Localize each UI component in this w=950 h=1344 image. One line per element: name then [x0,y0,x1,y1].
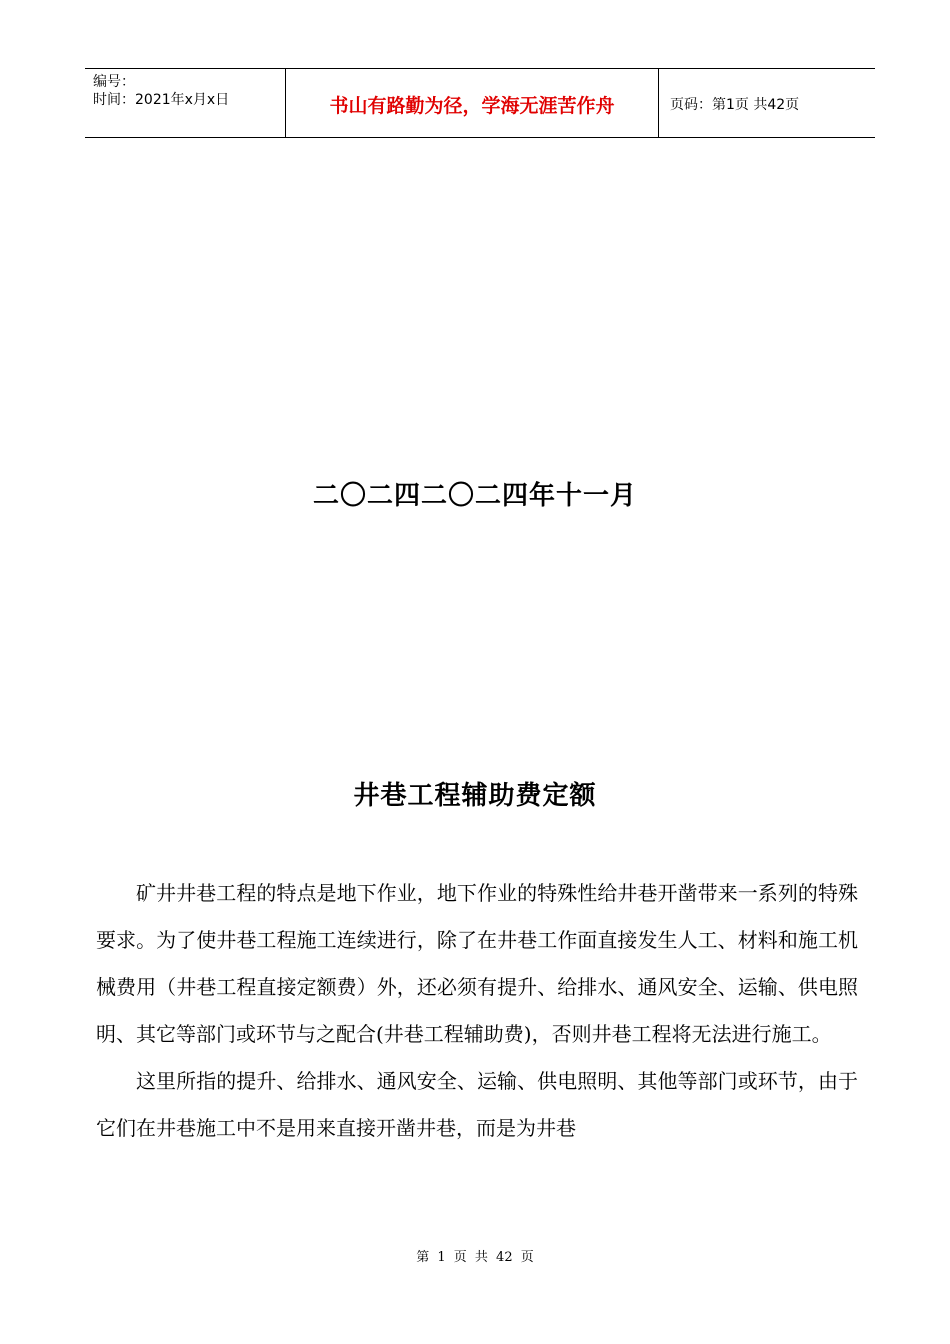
page-code: 页码：第1页 共42页 [670,97,800,113]
date-line: 二〇二四二〇二四年十一月 [312,481,637,511]
header-motto-cell [285,69,659,137]
paragraph: 矿井井巷工程的特点是地下作业，地下作业的特殊性给井巷开凿带来一系列的特殊要求。为了使井巷工程施工连续进行，除了在井巷工作面直接发生人工、材料和施工机械费用（井巷工程直接定额费）外，还必须有提升、给排水、通风安全、运输、供电照明、其它等部门或环节与之配合(井巷工程辅助费)，否则井巷工程将无法进行施工。 [96,881,858,1046]
time-label: 时间：2021年x月x日 [93,92,230,108]
page-header [85,68,875,138]
header-info-cell [85,69,285,137]
header-page-cell [658,69,875,137]
document-title: 井巷工程辅助费定额 [353,781,597,811]
motto: 书山有路勤为径，学海无涯苦作舟 [329,95,615,117]
body-text [96,870,858,1152]
page-footer: 第 1 页 共 42 页 [416,1250,534,1265]
paragraph: 这里所指的提升、给排水、通风安全、运输、供电照明、其他等部门或环节，由于它们在井巷施工中不是用来直接开凿井巷，而是为井巷 [96,1069,858,1140]
number-label: 编号： [93,74,135,90]
